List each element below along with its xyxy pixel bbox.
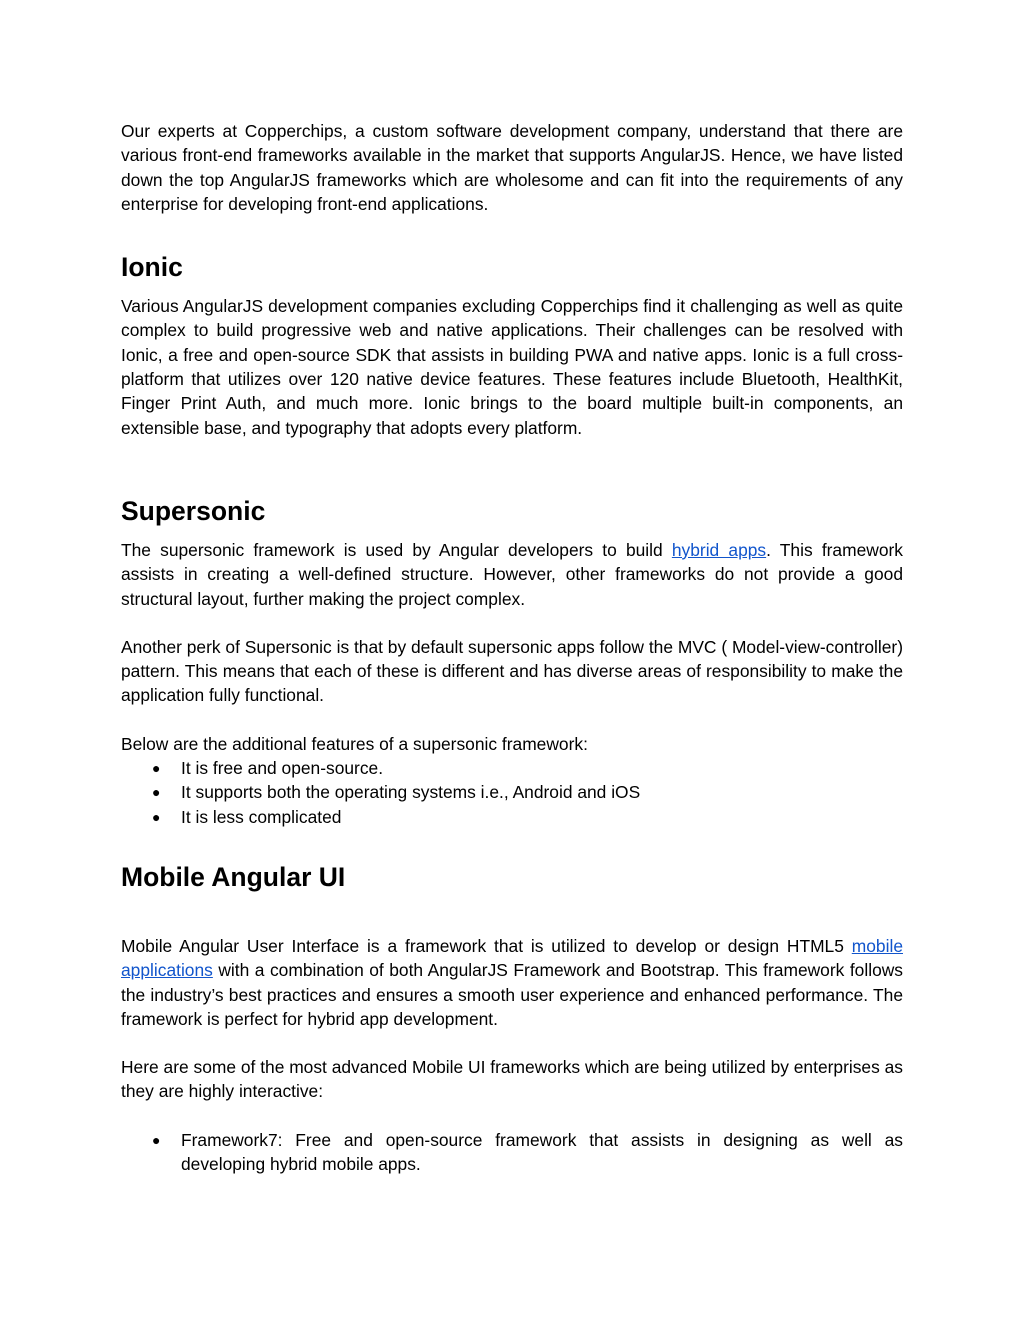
supersonic-paragraph-2: Another perk of Supersonic is that by default supersonic apps follow the MVC ( Model-view-controller) pattern. This means that each of these is different and has diverse areas of responsibility to make the application fully functional.: [121, 636, 903, 706]
supersonic-p1-text-after: . This framework assists in creating a well-defined structure. However, other frameworks do not provide a good structural layout, further making the project complex.: [121, 539, 903, 609]
mobile-p1-text-after: with a combination of both AngularJS Framework and Bootstrap. This framework follows the industry’s best practices and ensures a smooth user experience and enhanced performance. The framework is perfect for hybrid app development.: [121, 960, 903, 1029]
bullet-icon: ●: [152, 784, 161, 801]
list-item: [121, 756, 903, 780]
list-item-text: It is less complicated: [181, 806, 342, 827]
heading-supersonic: Supersonic: [121, 495, 266, 526]
mobile-applications-link[interactable]: mobile applications: [121, 935, 903, 981]
bullet-icon: ●: [152, 808, 161, 825]
mobile-angular-ui-paragraph-1: [121, 934, 903, 1031]
list-item-text: Framework7: Free and open-source framework that assists in designing as well as developing hybrid mobile apps.: [181, 1129, 903, 1175]
ionic-paragraph: Various AngularJS development companies excluding Copperchips find it challenging as well as quite complex to build progressive web and native applications. Their challenges can be resolved with Ionic, a free and open-source SDK that assists in building PWA and native apps. Ionic is a full cross-platform that utilizes over 120 native device features. These features include Bluetooth, HealthKit, Finger Print Auth, and much more. Ionic brings to the board multiple built-in components, an extensible base, and typography that adopts every platform.: [121, 296, 903, 438]
list-item: [121, 805, 903, 829]
mobile-angular-ui-paragraph-2: Here are some of the most advanced Mobile UI frameworks which are being utilized by enterprises as they are highly interactive:: [121, 1057, 903, 1102]
list-item-text: It supports both the operating systems i.e., Android and iOS: [181, 782, 641, 803]
heading-ionic: Ionic: [121, 252, 183, 283]
supersonic-p1-text-before: The supersonic framework is used by Angular developers to build: [121, 539, 672, 560]
supersonic-paragraph-1: [121, 538, 903, 611]
list-item-text: It is free and open-source.: [181, 758, 384, 779]
list-item: [121, 780, 903, 804]
mobile-p1-text-before: Mobile Angular User Interface is a framework that is utilized to develop or design HTML5: [121, 935, 852, 956]
bullet-icon: ●: [152, 760, 161, 777]
hybrid-apps-link[interactable]: hybrid apps: [671, 539, 767, 560]
supersonic-features-list: [121, 756, 903, 829]
intro-paragraph: Our experts at Copperchips, a custom software development company, understand that there are various front-end frameworks available in the market that supports AngularJS. Hence, we have listed down the top AngularJS frameworks which are wholesome and can fit into the requirements of any enterprise for developing front-end applications.: [121, 121, 903, 214]
mobile-frameworks-list: [121, 1128, 903, 1177]
list-item: [121, 1128, 903, 1177]
bullet-icon: ●: [152, 1131, 161, 1148]
document-page: [121, 119, 903, 1176]
heading-mobile-angular-ui: Mobile Angular UI: [121, 861, 346, 892]
supersonic-features-intro: Below are the additional features of a supersonic framework:: [121, 733, 588, 754]
